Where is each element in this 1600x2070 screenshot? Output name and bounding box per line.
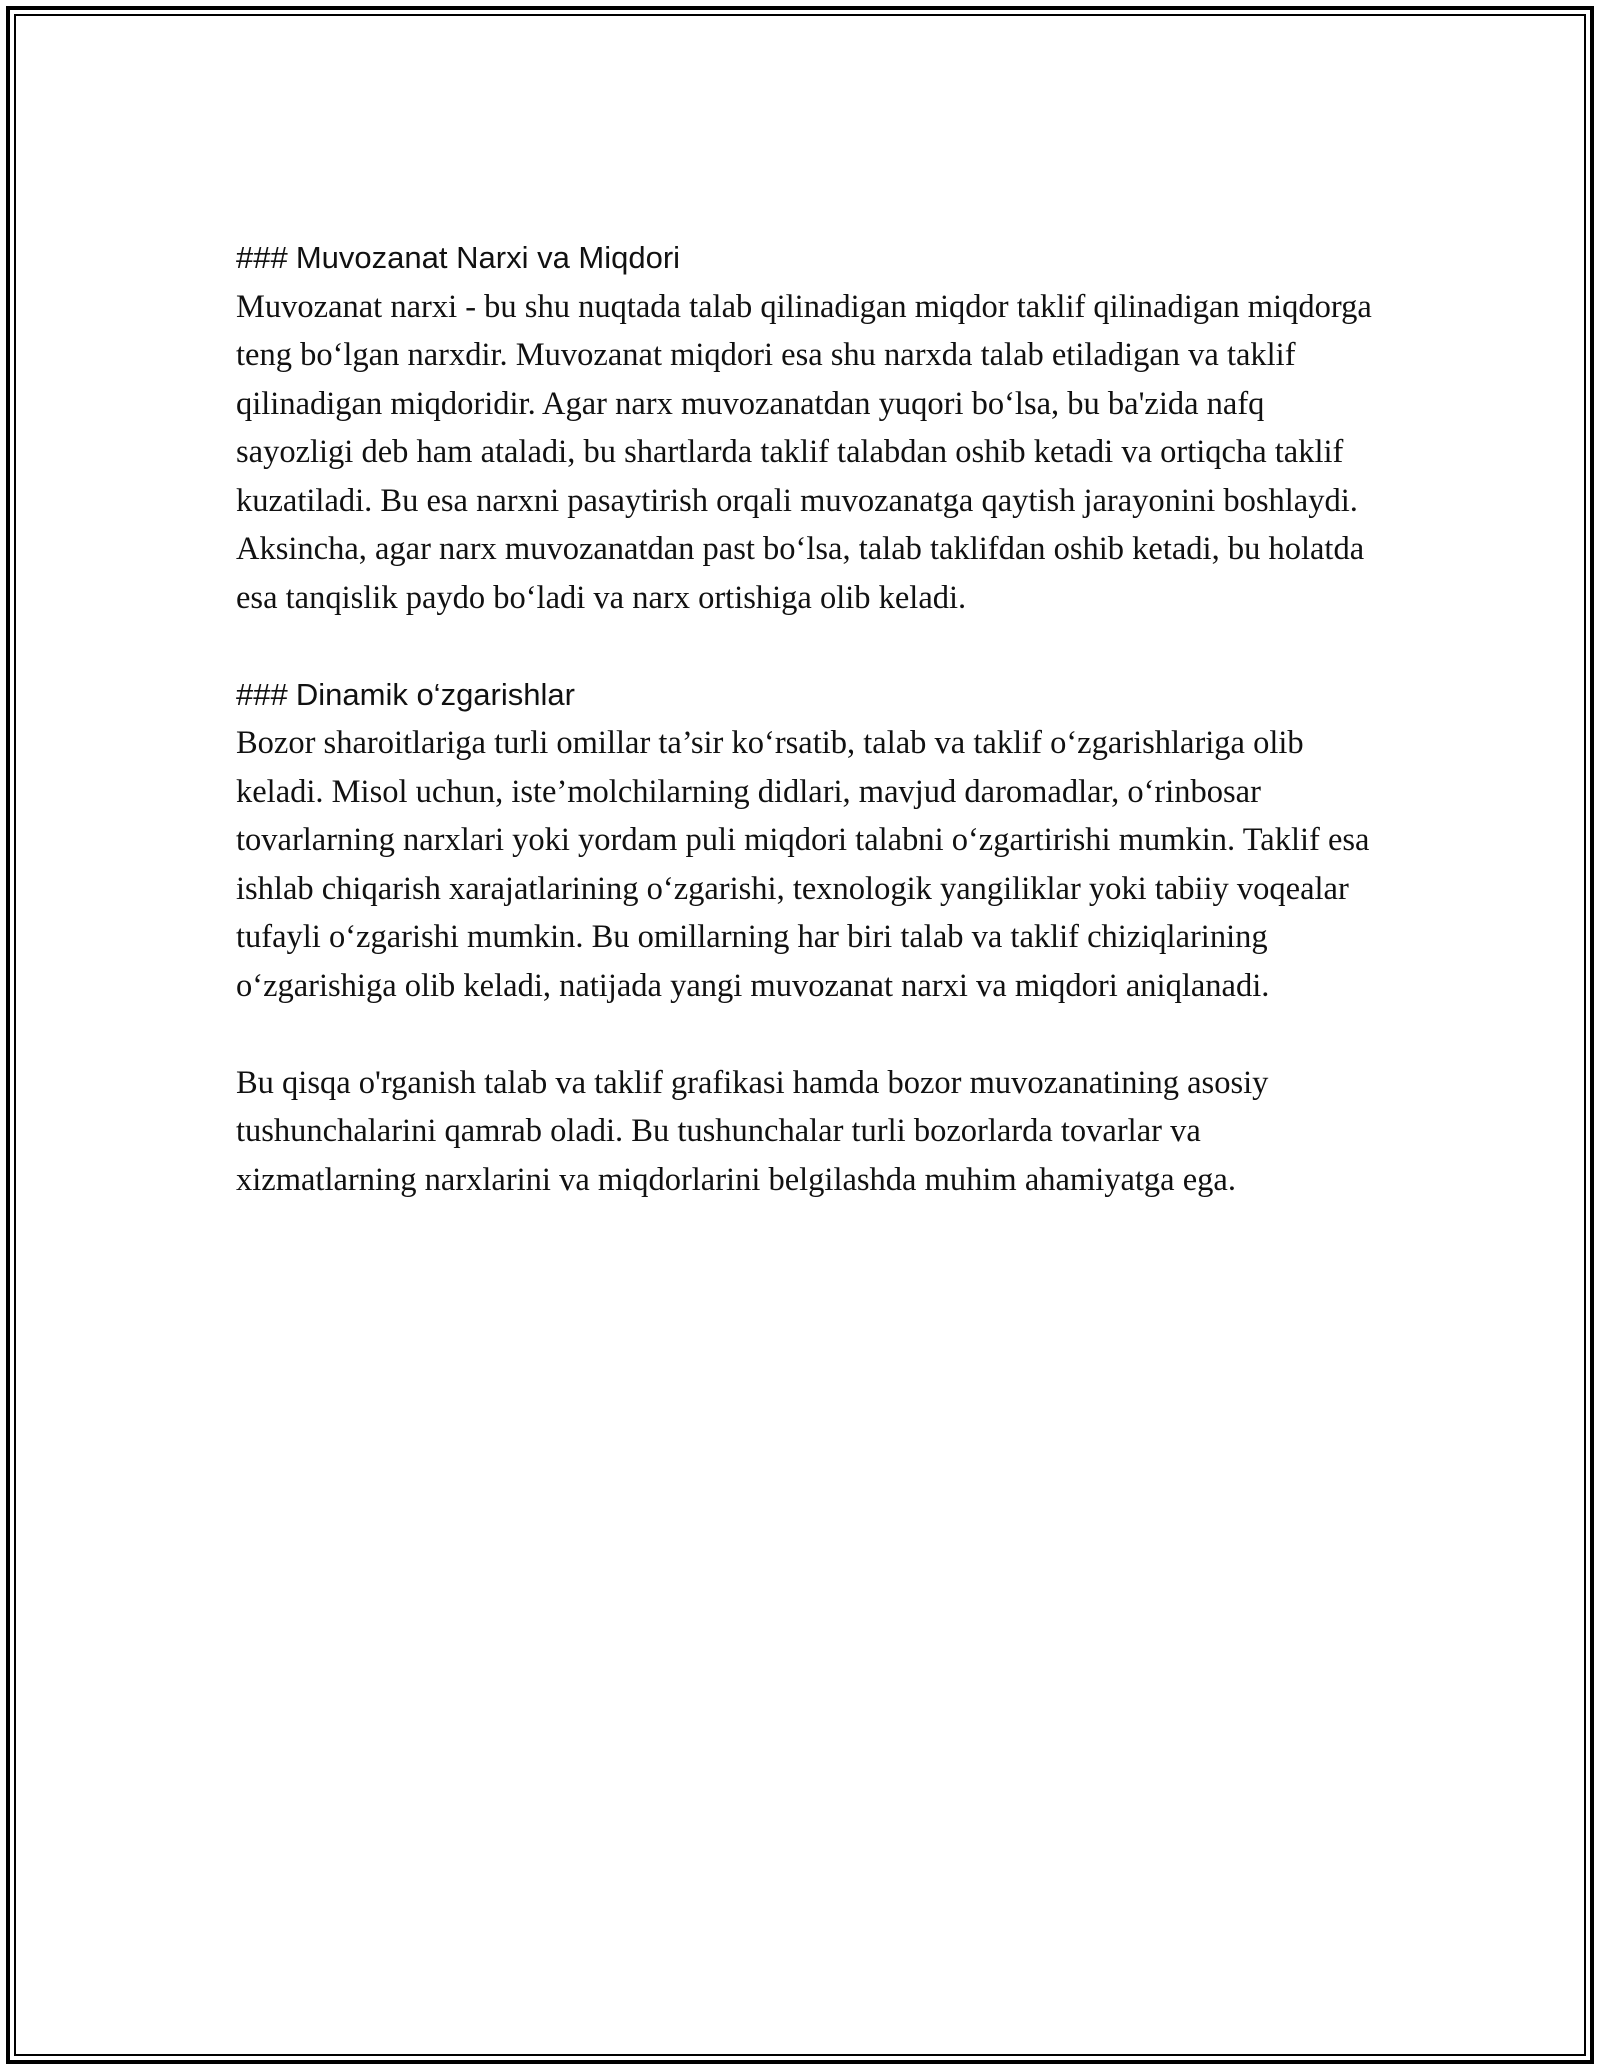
section-paragraph: Muvozanat narxi - bu shu nuqtada talab qilinadigan miqdor taklif qilinadigan miqdorga teng bo‘lgan narxdir. Muvozanat miqdori esa shu narxda talab etiladigan va taklif qilinadigan miqdoridir. Agar narx muvozanatdan yuqori bo‘lsa, bu ba'zida nafq sayozligi deb ham ataladi, bu shartlarda taklif talabdan oshib ketadi va ortiqcha taklif kuzatiladi. Bu esa narxni pasaytirish orqali muvozanatga qaytish jarayonini boshlaydi. Aksincha, agar narx muvozanatdan past bo‘lsa, talab taklifdan oshib ketadi, bu holatda esa tanqislik paydo bo‘ladi va narx ortishiga olib keladi. [236,288,1380,616]
heading-marker: ### [236,240,288,275]
section-heading [236,671,1386,720]
section-equilibrium [236,234,1386,622]
heading-title: Muvozanat Narxi va Miqdori [295,240,681,275]
heading-marker: ### [236,676,288,712]
heading-title: Dinamik o‘zgarishlar [295,676,575,712]
closing-paragraph: Bu qisqa o'rganish talab va taklif grafikasi hamda bozor muvozanatining asosiy tushunchalarini qamrab oladi. Bu tushunchalar turli bozorlarda tovarlar va xizmatlarning narxlarini va miqdorlarini belgilashda muhim ahamiyatga ega. [236,1064,1277,1198]
section-heading [236,234,1386,283]
section-dynamic-changes [236,671,1386,1011]
document-body [236,234,1386,1253]
section-paragraph: Bozor sharoitlariga turli omillar ta’sir ko‘rsatib, talab va taklif o‘zgarishlariga olib keladi. Misol uchun, iste’molchilarning didlari, mavjud daromadlar, o‘rinbosar tovarlarning narxlari yoki yordam puli miqdori talabni o‘zgartirishi mumkin. Taklif esa ishlab chiqarish xarajatlarining o‘zgarishi, texnologik yangiliklar yoki tabiiy voqealar tufayli o‘zgarishi mumkin. Bu omillarning har biri talab va taklif chiziqlarining o‘zgarishiga olib keladi, natijada yangi muvozanat narxi va miqdori aniqlanadi. [236,725,1378,1004]
section-closing [236,1059,1386,1205]
